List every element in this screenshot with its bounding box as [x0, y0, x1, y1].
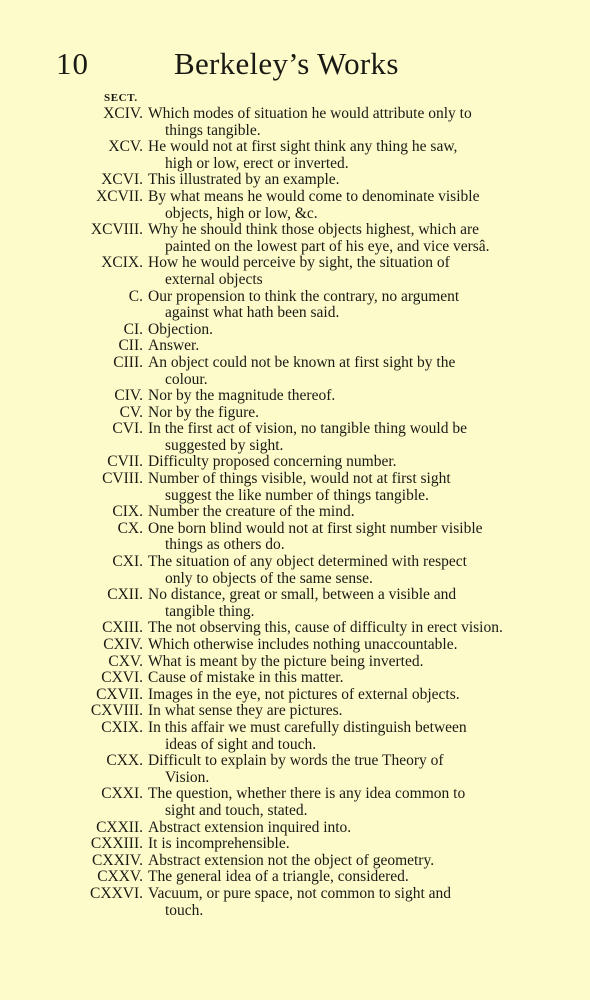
- summary-line: An object could not be known at first sight by the: [148, 353, 456, 371]
- summary-line: Number of things visible, would not at first sight: [148, 470, 451, 488]
- section-summary: [148, 853, 534, 870]
- list-item: [0, 255, 590, 288]
- section-number: XCV.: [108, 138, 143, 156]
- summary-line-continued: things as others do.: [165, 536, 285, 554]
- summary-line: Why he should think those objects highest, which are: [148, 221, 480, 239]
- list-item: [0, 753, 590, 786]
- summary-line-continued: touch.: [165, 901, 204, 919]
- running-title: Berkeley’s Works: [174, 46, 399, 81]
- summary-line: The situation of any object determined with respect: [148, 553, 467, 571]
- section-summary: [148, 504, 534, 521]
- section-number: XCVI.: [101, 171, 143, 189]
- section-summary: [148, 554, 534, 587]
- list-item: [0, 820, 590, 837]
- summary-line: No distance, great or small, between a visible and: [148, 586, 457, 604]
- summary-line: Images in the eye, not pictures of external objects.: [148, 685, 460, 703]
- section-summary: [148, 720, 534, 753]
- list-item: [0, 786, 590, 819]
- list-item: [0, 670, 590, 687]
- list-item: [0, 139, 590, 172]
- summary-line: Vacuum, or pure space, not common to sight and: [148, 884, 452, 902]
- summary-line-continued: painted on the lowest part of his eye, and vice versâ.: [165, 237, 490, 255]
- section-summary: [148, 620, 534, 637]
- list-item: [0, 322, 590, 339]
- list-item: [0, 338, 590, 355]
- section-summary: [148, 421, 534, 454]
- section-number: XCIV.: [103, 105, 143, 122]
- section-number: CXXIV.: [92, 851, 143, 869]
- list-item: [0, 222, 590, 255]
- summary-line: It is incomprehensible.: [148, 835, 290, 853]
- section-number: CXIII.: [102, 619, 143, 637]
- list-item: [0, 289, 590, 322]
- list-item: [0, 454, 590, 471]
- summary-line: In what sense they are pictures.: [148, 702, 343, 720]
- list-item: [0, 869, 590, 886]
- list-item: [0, 620, 590, 637]
- summary-line: The general idea of a triangle, considered.: [148, 868, 409, 886]
- summary-line: Abstract extension inquired into.: [148, 818, 352, 836]
- summary-line: By what means he would come to denominate visible: [148, 187, 480, 205]
- section-number: CX.: [117, 519, 143, 537]
- summary-line-continued: tangible thing.: [165, 602, 255, 620]
- summary-line: In this affair we must carefully distinguish between: [148, 718, 467, 736]
- section-summary: [148, 222, 534, 255]
- summary-line: Difficult to explain by words the true Theory of: [148, 752, 444, 770]
- section-summary: [148, 471, 534, 504]
- section-summary: [148, 836, 534, 853]
- summary-line: Which otherwise includes nothing unaccountable.: [148, 636, 458, 653]
- summary-line: He would not at first sight think any thing he saw,: [148, 138, 458, 156]
- summary-line-continued: suggest the like number of things tangible.: [165, 486, 429, 504]
- summary-line: One born blind would not at first sight number visible: [148, 519, 483, 537]
- summary-line-continued: colour.: [165, 370, 208, 388]
- summary-line: Cause of mistake in this matter.: [148, 669, 344, 687]
- section-summary: [148, 355, 534, 388]
- section-number: XCVIII.: [90, 221, 143, 239]
- section-number: CIII.: [113, 353, 143, 371]
- table-of-contents-list: [0, 106, 590, 919]
- section-number: CXIV.: [103, 636, 143, 653]
- section-number: CIV.: [114, 387, 143, 405]
- section-summary: [148, 172, 534, 189]
- section-number: XCIX.: [101, 254, 143, 272]
- summary-line-continued: external objects: [165, 270, 263, 288]
- summary-line: In the first act of vision, no tangible thing would be: [148, 420, 467, 438]
- list-item: [0, 405, 590, 422]
- list-item: [0, 106, 590, 139]
- section-number: CXXIII.: [90, 835, 143, 853]
- summary-line: Which modes of situation he would attribute only to: [148, 105, 472, 122]
- list-item: [0, 687, 590, 704]
- section-summary: [148, 189, 534, 222]
- list-item: [0, 587, 590, 620]
- list-item: [0, 886, 590, 919]
- list-item: [0, 172, 590, 189]
- section-summary: [148, 106, 534, 139]
- list-item: [0, 554, 590, 587]
- section-summary: [148, 587, 534, 620]
- summary-line: Difficulty proposed concerning number.: [148, 453, 397, 471]
- section-summary: [148, 322, 534, 339]
- section-summary: [148, 820, 534, 837]
- section-summary: [148, 869, 534, 886]
- list-item: [0, 521, 590, 554]
- summary-line: Nor by the magnitude thereof.: [148, 387, 336, 405]
- summary-line-continued: objects, high or low, &c.: [165, 204, 318, 222]
- section-number: CVII.: [107, 453, 143, 471]
- section-summary: [148, 753, 534, 786]
- section-summary: [148, 886, 534, 919]
- section-number: CXX.: [106, 752, 143, 770]
- list-item: [0, 853, 590, 870]
- section-summary: [148, 703, 534, 720]
- section-number: CII.: [118, 337, 143, 355]
- section-number: CV.: [119, 403, 143, 421]
- section-number: CXV.: [108, 652, 143, 670]
- summary-line: Number the creature of the mind.: [148, 503, 355, 521]
- summary-line-continued: ideas of sight and touch.: [165, 735, 317, 753]
- section-number: CIX.: [112, 503, 143, 521]
- summary-line: Our propension to think the contrary, no argument: [148, 287, 460, 305]
- section-number: XCVII.: [96, 187, 143, 205]
- list-item: [0, 836, 590, 853]
- summary-line: Abstract extension not the object of geometry.: [148, 851, 435, 869]
- summary-line-continued: high or low, erect or inverted.: [165, 154, 349, 172]
- section-summary: [148, 388, 534, 405]
- section-summary: [148, 338, 534, 355]
- section-number: CXXV.: [97, 868, 143, 886]
- section-summary: [148, 405, 534, 422]
- section-number: CVIII.: [102, 470, 143, 488]
- list-item: [0, 703, 590, 720]
- section-number: CXXVI.: [90, 884, 143, 902]
- section-heading: SECT.: [104, 92, 138, 104]
- summary-line: Answer.: [148, 337, 200, 355]
- section-number: CXVII.: [96, 685, 143, 703]
- section-number: CXVI.: [101, 669, 143, 687]
- summary-line-continued: things tangible.: [165, 121, 261, 139]
- section-number: CXXII.: [96, 818, 143, 836]
- list-item: [0, 388, 590, 405]
- summary-line: The question, whether there is any idea common to: [148, 785, 466, 803]
- summary-line: The not observing this, cause of difficulty in erect vision.: [148, 619, 503, 637]
- list-item: [0, 355, 590, 388]
- summary-line: This illustrated by an example.: [148, 171, 340, 189]
- section-summary: [148, 654, 534, 671]
- section-summary: [148, 637, 534, 654]
- section-summary: [148, 687, 534, 704]
- section-number: CXI.: [112, 553, 143, 571]
- section-number: C.: [128, 287, 143, 305]
- list-item: [0, 189, 590, 222]
- list-item: [0, 637, 590, 654]
- section-summary: [148, 521, 534, 554]
- section-number: CXII.: [107, 586, 143, 604]
- page-number: 10: [56, 46, 89, 81]
- list-item: [0, 421, 590, 454]
- section-number: CXXI.: [101, 785, 143, 803]
- summary-line-continued: sight and touch, stated.: [165, 801, 308, 819]
- list-item: [0, 654, 590, 671]
- list-item: [0, 504, 590, 521]
- summary-line: Objection.: [148, 320, 213, 338]
- summary-line: Nor by the figure.: [148, 403, 260, 421]
- section-summary: [148, 255, 534, 288]
- section-summary: [148, 289, 534, 322]
- page-header: [56, 44, 536, 84]
- section-number: CI.: [123, 320, 143, 338]
- section-summary: [148, 454, 534, 471]
- summary-line-continued: only to objects of the same sense.: [165, 569, 373, 587]
- summary-line-continued: Vision.: [165, 768, 210, 786]
- summary-line: What is meant by the picture being inverted.: [148, 652, 424, 670]
- section-number: CXVIII.: [90, 702, 143, 720]
- summary-line-continued: against what hath been said.: [165, 304, 340, 322]
- section-number: CXIX.: [101, 718, 143, 736]
- list-item: [0, 471, 590, 504]
- section-summary: [148, 670, 534, 687]
- list-item: [0, 720, 590, 753]
- summary-line-continued: suggested by sight.: [165, 436, 284, 454]
- section-summary: [148, 786, 534, 819]
- section-summary: [148, 139, 534, 172]
- section-number: CVI.: [112, 420, 143, 438]
- summary-line: How he would perceive by sight, the situation of: [148, 254, 450, 272]
